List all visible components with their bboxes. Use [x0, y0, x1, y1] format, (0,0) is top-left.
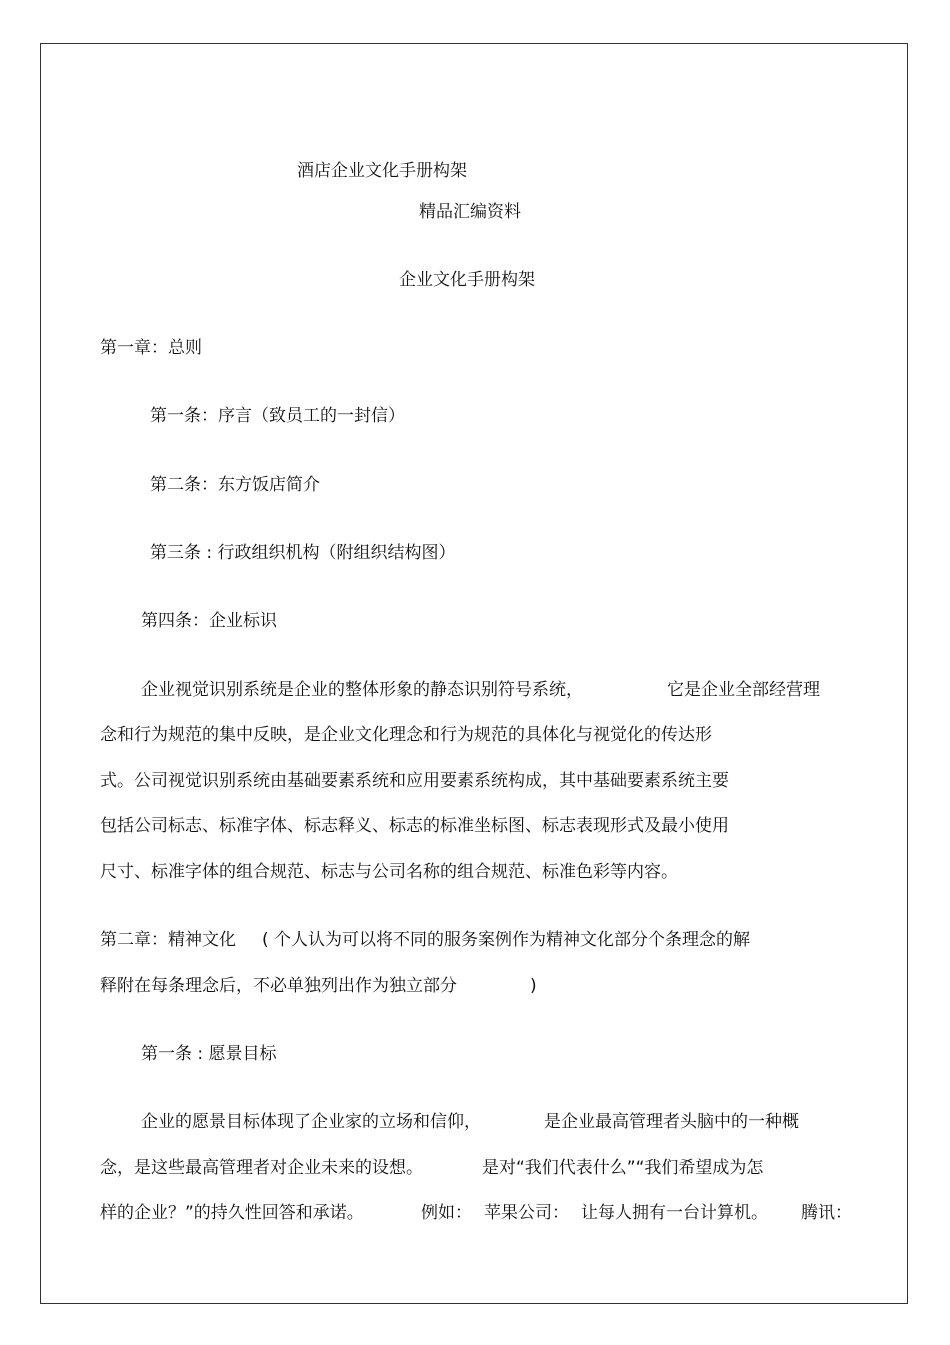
header-title: 酒店企业文化手册构架 [297, 161, 467, 181]
chapter1-paragraph-line1a: 企业视觉识别系统是企业的整体形象的静态识别符号系统， [141, 680, 583, 700]
chapter2-paragraph-line3c: 苹果公司： [484, 1203, 569, 1223]
chapter2-note-line2a: 释附在每条理念后，不必单独列出作为独立部分 [100, 976, 457, 996]
chapter2-paragraph-line3e: 腾讯： [801, 1203, 852, 1223]
chapter1-paragraph-line2: 念和行为规范的集中反映，是企业文化理念和行为规范的具体化与视觉化的传达形 [100, 725, 712, 745]
chapter1-article-4: 第四条：企业标识 [141, 611, 277, 631]
chapter1-article-1: 第一条：序言（致员工的一封信） [150, 406, 405, 426]
chapter2-paragraph-line3a: 样的企业？”的持久性回答和承诺。 [100, 1203, 364, 1223]
chapter1-paragraph-line3: 式。公司视觉识别系统由基础要素系统和应用要素系统构成，其中基础要素系统主要 [100, 771, 729, 791]
chapter1-paragraph-line1b: 它是企业全部经营理 [667, 680, 820, 700]
header-subtitle: 精品汇编资料 [419, 202, 521, 222]
chapter1-article-3: 第三条 : 行政组织机构（附组织结构图） [150, 543, 456, 563]
chapter2-paragraph-line2a: 念，是这些最高管理者对企业未来的设想。 [100, 1158, 423, 1178]
chapter2-paragraph-line1a: 企业的愿景目标体现了企业家的立场和信仰， [141, 1112, 481, 1132]
chapter1-paragraph-line4: 包括公司标志、标准字体、标志释义、标志的标准坐标图、标志表现形式及最小使用 [100, 816, 729, 836]
chapter2-paragraph-line3b: 例如： [421, 1203, 472, 1223]
main-title: 企业文化手册构架 [399, 270, 535, 290]
chapter2-note-line2b: ) [530, 976, 537, 996]
chapter2-heading: 第二章：精神文化 [100, 930, 236, 950]
chapter2-paragraph-line3d: 让每人拥有一台计算机。 [581, 1203, 768, 1223]
chapter2-note-line1: ( 个人认为可以将不同的服务案例作为精神文化部分个条理念的解 [262, 930, 751, 950]
chapter2-article-1: 第一条 : 愿景目标 [141, 1044, 277, 1064]
chapter1-article-2: 第二条：东方饭店简介 [150, 475, 320, 495]
chapter1-heading: 第一章：总则 [100, 338, 202, 358]
chapter2-paragraph-line2b: 是对“我们代表什么”“我们希望成为怎 [482, 1158, 764, 1178]
chapter1-paragraph-line5: 尺寸、标准字体的组合规范、标志与公司名称的组合规范、标准色彩等内容。 [100, 862, 678, 882]
chapter2-paragraph-line1b: 是企业最高管理者头脑中的一种概 [544, 1112, 799, 1132]
